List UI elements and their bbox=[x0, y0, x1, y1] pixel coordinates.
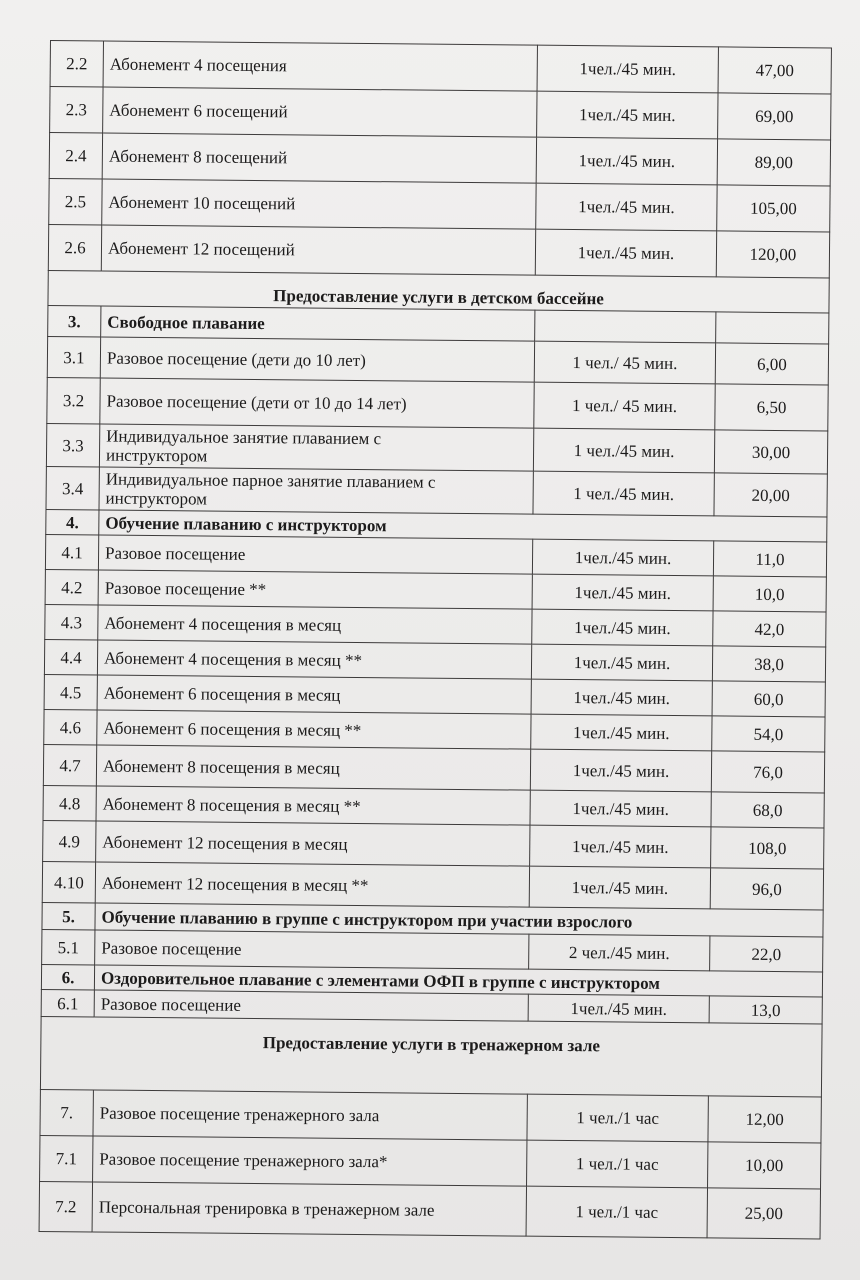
service-name: Абонемент 12 посещений bbox=[101, 225, 535, 275]
unit-cell: 2 чел./45 мин. bbox=[529, 934, 710, 971]
service-name: Абонемент 12 посещения в месяц bbox=[96, 821, 530, 866]
service-name: Разовое посещение тренажерного зала* bbox=[93, 1136, 527, 1186]
row-number: 5.1 bbox=[42, 929, 95, 965]
unit-cell: 1чел./45 мин. bbox=[532, 574, 713, 611]
section-number: 5. bbox=[42, 902, 95, 930]
row-number: 4.7 bbox=[43, 744, 96, 786]
unit-cell: 1чел./45 мин. bbox=[531, 714, 712, 751]
unit-cell: 1чел./45 мин. bbox=[530, 790, 711, 827]
unit-cell: 1 чел./ 45 мин. bbox=[534, 341, 715, 384]
row-number: 7.2 bbox=[39, 1181, 92, 1232]
section-number: 6. bbox=[41, 964, 94, 990]
service-name: Абонемент 12 посещения в месяц ** bbox=[95, 862, 529, 907]
price-cell: 6,00 bbox=[715, 343, 828, 385]
row-number: 2.6 bbox=[48, 224, 101, 271]
section-number: 3. bbox=[48, 305, 101, 337]
unit-cell: 1чел./45 мин. bbox=[536, 137, 717, 185]
price-cell: 76,0 bbox=[711, 751, 824, 793]
unit-cell: 1чел./45 мин. bbox=[537, 45, 718, 93]
service-name: Абонемент 4 посещения в месяц ** bbox=[97, 640, 531, 679]
gym-heading: Предоставление услуги в тренажерном зале bbox=[40, 1016, 822, 1096]
service-name: Абонемент 6 посещения в месяц bbox=[97, 675, 531, 714]
service-name: Абонемент 8 посещения в месяц ** bbox=[96, 786, 530, 825]
table-row bbox=[46, 466, 827, 516]
unit-cell: 1чел./45 мин. bbox=[531, 679, 712, 716]
unit-cell: 1чел./45 мин. bbox=[535, 229, 716, 277]
row-number: 2.2 bbox=[50, 41, 103, 88]
table-row bbox=[46, 423, 827, 473]
service-name: Абонемент 6 посещения в месяц ** bbox=[97, 710, 531, 749]
unit-cell: 1 чел./45 мин. bbox=[533, 428, 714, 473]
row-number: 4.1 bbox=[45, 534, 98, 570]
price-cell: 47,00 bbox=[718, 47, 831, 94]
row-number: 3.3 bbox=[46, 423, 99, 467]
unit-cell: 1 чел./1 час bbox=[527, 1140, 708, 1188]
unit-cell: 1чел./45 мин. bbox=[536, 183, 717, 231]
service-name: Разовое посещение ** bbox=[98, 570, 532, 609]
service-name: Индивидуальное занятие плаванием с инструктором bbox=[99, 424, 533, 471]
price-cell: 13,0 bbox=[709, 996, 822, 1024]
service-name: Разовое посещение bbox=[94, 990, 528, 1021]
service-name: Персональная тренировка в тренажерном зале bbox=[92, 1182, 526, 1236]
price-cell: 22,0 bbox=[710, 936, 823, 972]
price-cell: 12,00 bbox=[708, 1096, 821, 1143]
price-cell: 60,0 bbox=[712, 681, 825, 717]
service-name: Разовое посещение (дети от 10 до 14 лет) bbox=[100, 378, 534, 428]
service-name: Разовое посещение bbox=[98, 535, 532, 574]
unit-cell: 1чел./45 мин. bbox=[530, 749, 711, 792]
price-cell: 108,0 bbox=[711, 827, 824, 869]
section-title: Оздоровительное плавание с элементами ОФП в группе с инструктором bbox=[94, 965, 822, 997]
table-row bbox=[50, 87, 831, 140]
table-row bbox=[50, 41, 831, 94]
unit-cell: 1 чел./ 45 мин. bbox=[534, 382, 715, 430]
service-name: Разовое посещение (дети до 10 лет) bbox=[100, 337, 534, 382]
table-row bbox=[49, 133, 830, 186]
service-name: Абонемент 8 посещений bbox=[102, 133, 536, 183]
section-title: Обучение плаванию в группе с инструктором при участии взрослого bbox=[95, 903, 823, 937]
price-cell: 42,0 bbox=[713, 611, 826, 647]
unit-cell: 1чел./45 мин. bbox=[531, 644, 712, 681]
price-cell: 10,00 bbox=[708, 1142, 821, 1189]
unit-cell: 1чел./45 мин. bbox=[528, 994, 709, 1023]
row-number: 7. bbox=[40, 1089, 93, 1136]
row-number: 4.5 bbox=[44, 674, 97, 710]
row-number: 4.9 bbox=[43, 820, 96, 862]
row-number: 4.2 bbox=[45, 569, 98, 605]
row-number: 4.6 bbox=[44, 709, 97, 745]
section-title: Свободное плавание bbox=[101, 306, 535, 341]
price-cell: 10,0 bbox=[713, 576, 826, 612]
unit-cell: 1чел./45 мин. bbox=[537, 91, 718, 139]
price-cell: 89,00 bbox=[717, 139, 830, 186]
row-number: 3.1 bbox=[47, 336, 100, 378]
table-row bbox=[40, 1135, 821, 1188]
unit-cell: 1 чел./1 час bbox=[526, 1186, 707, 1238]
price-cell: 69,00 bbox=[718, 93, 831, 140]
row-number: 6.1 bbox=[41, 989, 94, 1017]
price-cell: 96,0 bbox=[710, 868, 823, 910]
section-title: Обучение плаванию с инструктором bbox=[99, 510, 827, 542]
price-cell: 6,50 bbox=[715, 384, 828, 431]
table-row bbox=[39, 1181, 820, 1238]
price-cell: 105,00 bbox=[717, 185, 830, 232]
row-number: 2.5 bbox=[49, 178, 102, 225]
section-heading-row bbox=[40, 1016, 822, 1096]
service-name: Абонемент 8 посещения в месяц bbox=[96, 745, 530, 790]
row-number: 2.3 bbox=[50, 87, 103, 134]
service-name: Абонемент 10 посещений bbox=[102, 179, 536, 229]
service-name: Абонемент 4 посещения bbox=[103, 41, 537, 91]
service-name: Разовое посещение bbox=[95, 930, 529, 969]
row-number: 3.4 bbox=[46, 466, 99, 510]
service-name: Абонемент 4 посещения в месяц bbox=[98, 605, 532, 644]
unit-cell: 1чел./45 мин. bbox=[532, 609, 713, 646]
row-number: 2.4 bbox=[49, 133, 102, 180]
unit-cell bbox=[535, 310, 716, 343]
price-cell: 38,0 bbox=[712, 646, 825, 682]
price-list-table bbox=[39, 40, 832, 1239]
row-number: 4.4 bbox=[44, 639, 97, 675]
unit-cell: 1чел./45 мин. bbox=[532, 539, 713, 576]
unit-cell: 1 чел./1 час bbox=[527, 1094, 708, 1142]
row-number: 4.8 bbox=[43, 785, 96, 821]
price-cell: 20,00 bbox=[714, 473, 827, 517]
service-name: Индивидуальное парное занятие плаванием с инструктором bbox=[99, 467, 533, 514]
price-cell bbox=[716, 312, 829, 344]
row-number: 7.1 bbox=[40, 1135, 93, 1182]
price-cell: 30,00 bbox=[714, 430, 827, 474]
row-number: 4.3 bbox=[45, 604, 98, 640]
table-row bbox=[49, 178, 830, 231]
service-name: Разовое посещение тренажерного зала bbox=[93, 1090, 527, 1140]
table-row bbox=[48, 224, 829, 277]
price-cell: 11,0 bbox=[713, 541, 826, 577]
price-cell: 25,00 bbox=[707, 1188, 820, 1239]
kids-pool-heading: Предоставление услуги в детском бассейне bbox=[48, 270, 829, 312]
row-number: 4.10 bbox=[42, 861, 95, 903]
price-cell: 68,0 bbox=[711, 792, 824, 828]
row-number: 3.2 bbox=[47, 377, 100, 424]
service-name: Абонемент 6 посещений bbox=[103, 87, 537, 137]
unit-cell: 1 чел./45 мин. bbox=[533, 471, 714, 516]
price-cell: 120,00 bbox=[716, 231, 829, 278]
section-number: 4. bbox=[46, 509, 99, 535]
unit-cell: 1чел./45 мин. bbox=[529, 866, 710, 909]
table-row bbox=[47, 377, 828, 430]
price-cell: 54,0 bbox=[712, 716, 825, 752]
table-row bbox=[40, 1089, 821, 1142]
unit-cell: 1чел./45 мин. bbox=[530, 825, 711, 868]
